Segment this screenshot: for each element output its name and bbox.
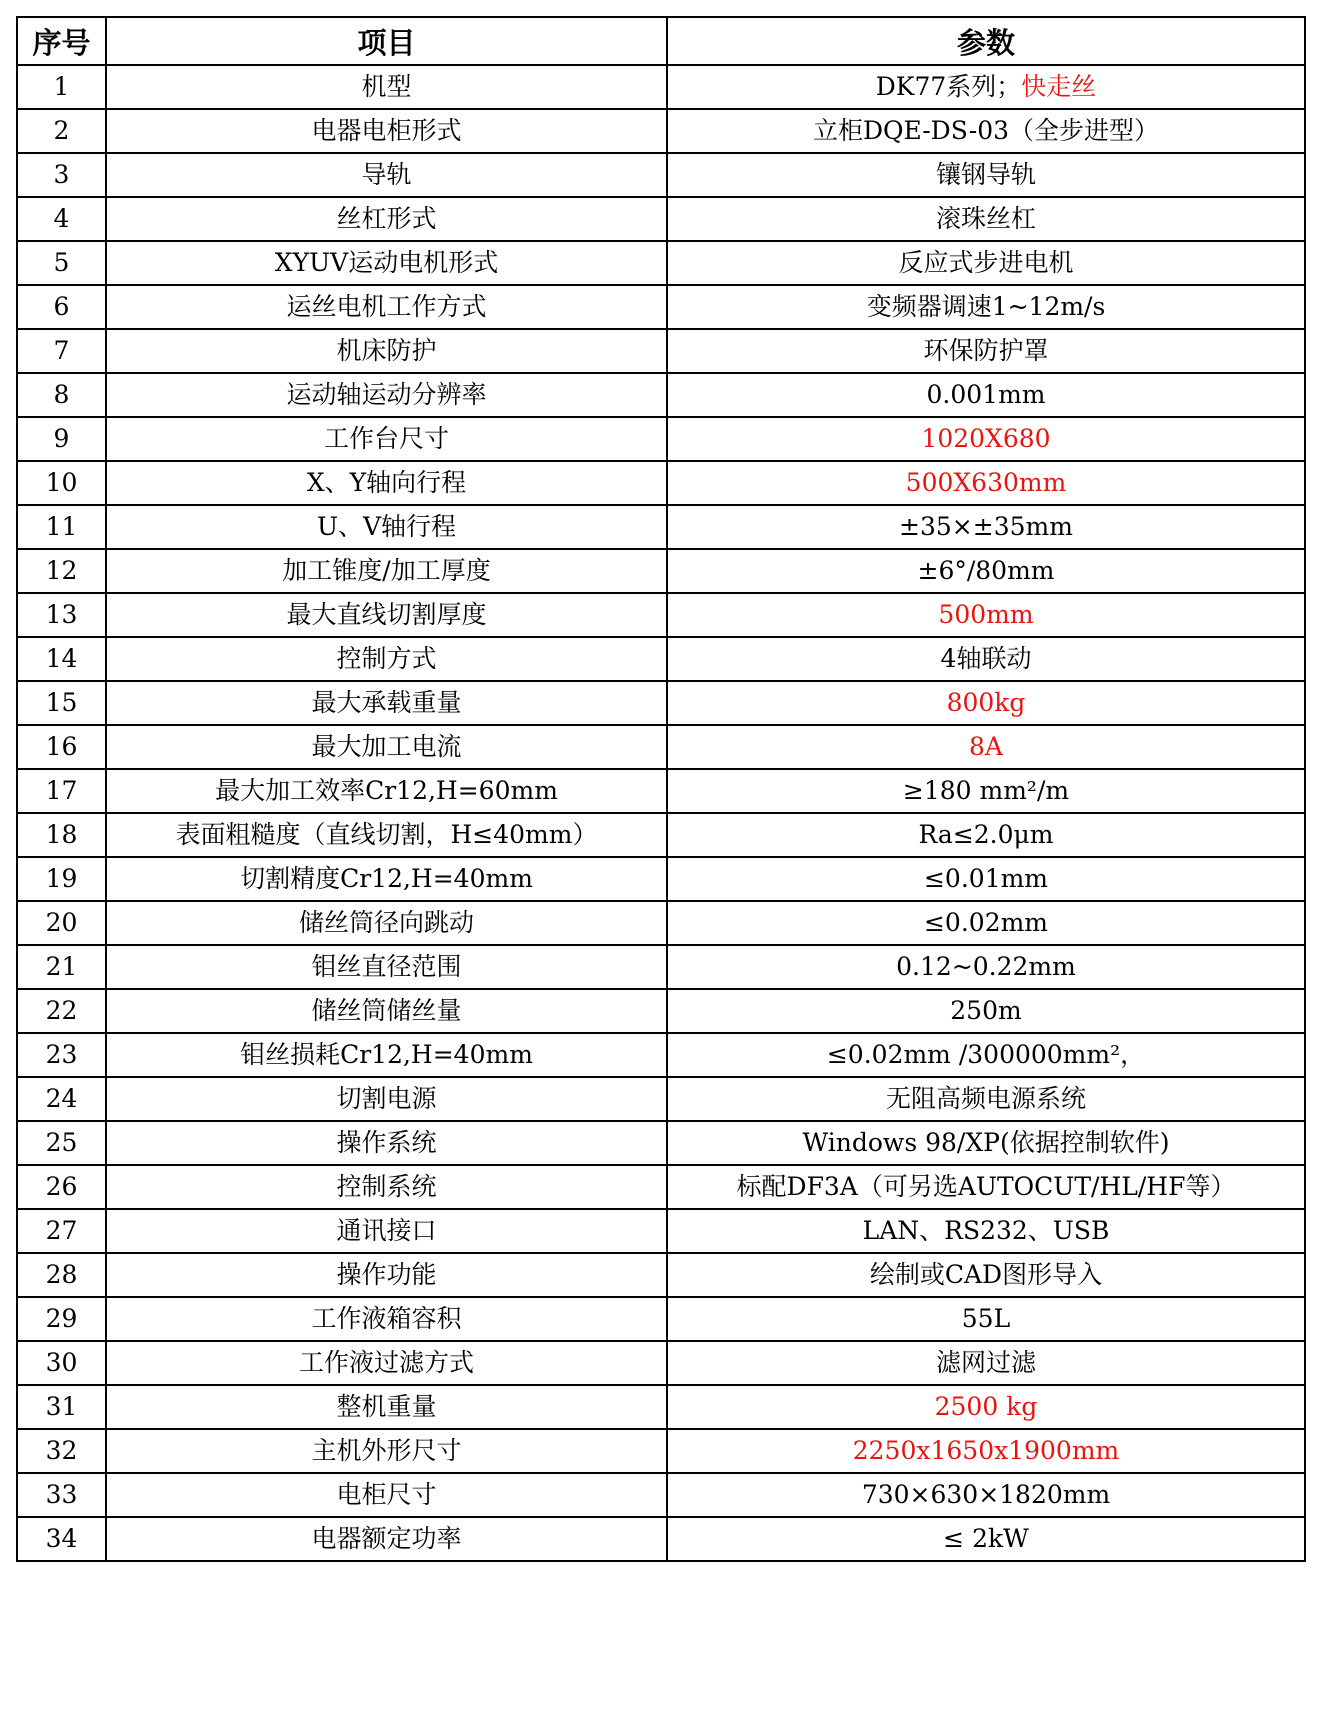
row-param: [667, 813, 1305, 857]
row-item: 钼丝损耗Cr12,H=40mm: [106, 1033, 667, 1077]
row-param: [667, 461, 1305, 505]
table-row: [17, 197, 1305, 241]
table-row: [17, 373, 1305, 417]
param-text: 0.001mm: [926, 380, 1046, 410]
table-row: [17, 1473, 1305, 1517]
row-param: [667, 1517, 1305, 1561]
table-row: [17, 1033, 1305, 1077]
row-param: [667, 1121, 1305, 1165]
row-item: 控制方式: [106, 637, 667, 681]
table-row: [17, 901, 1305, 945]
table-row: [17, 945, 1305, 989]
row-seq: 8: [17, 373, 106, 417]
row-seq: 30: [17, 1341, 106, 1385]
param-highlight: 500mm: [938, 600, 1034, 630]
row-item: 运动轴运动分辨率: [106, 373, 667, 417]
table-row: [17, 153, 1305, 197]
row-item: 电柜尺寸: [106, 1473, 667, 1517]
table-row: [17, 285, 1305, 329]
row-param: [667, 373, 1305, 417]
param-text: 730×630×1820mm: [861, 1480, 1111, 1510]
table-row: [17, 1385, 1305, 1429]
param-text: LAN、RS232、USB: [862, 1216, 1110, 1246]
table-row: [17, 1121, 1305, 1165]
row-param: [667, 109, 1305, 153]
table-row: [17, 65, 1305, 109]
row-item: 运丝电机工作方式: [106, 285, 667, 329]
row-seq: 7: [17, 329, 106, 373]
table-row: [17, 637, 1305, 681]
table-row: [17, 417, 1305, 461]
param-text: 环保防护罩: [923, 336, 1049, 366]
row-param: [667, 1165, 1305, 1209]
table-row: [17, 549, 1305, 593]
param-text: 标配DF3A（可另选AUTOCUT/HL/HF等）: [736, 1172, 1236, 1202]
row-item: 导轨: [106, 153, 667, 197]
row-seq: 20: [17, 901, 106, 945]
row-seq: 32: [17, 1429, 106, 1473]
row-seq: 19: [17, 857, 106, 901]
row-item: 机型: [106, 65, 667, 109]
row-seq: 27: [17, 1209, 106, 1253]
row-item: 最大加工效率Cr12,H=60mm: [106, 769, 667, 813]
param-text: 无阻高频电源系统: [885, 1084, 1086, 1114]
row-param: [667, 637, 1305, 681]
param-text: ≤ 2kW: [943, 1524, 1029, 1554]
table-row: [17, 1297, 1305, 1341]
header-row: [17, 17, 1305, 65]
row-param: [667, 1297, 1305, 1341]
table-row: [17, 681, 1305, 725]
row-item: 最大承载重量: [106, 681, 667, 725]
row-param: [667, 1209, 1305, 1253]
table-row: [17, 1341, 1305, 1385]
param-text: Windows 98/XP(依据控制软件): [802, 1128, 1170, 1158]
row-seq: 2: [17, 109, 106, 153]
param-text: Ra≤2.0μm: [918, 820, 1054, 850]
table-row: [17, 1209, 1305, 1253]
row-param: [667, 989, 1305, 1033]
row-param: [667, 1473, 1305, 1517]
param-highlight: 快走丝: [1021, 72, 1097, 102]
row-item: 工作台尺寸: [106, 417, 667, 461]
row-item: XYUV运动电机形式: [106, 241, 667, 285]
row-item: 储丝筒径向跳动: [106, 901, 667, 945]
row-param: [667, 153, 1305, 197]
table-row: [17, 1165, 1305, 1209]
header-param: 参数: [667, 17, 1305, 65]
row-seq: 11: [17, 505, 106, 549]
param-text: ≤0.02mm: [923, 908, 1049, 938]
row-item: 表面粗糙度（直线切割，H≤40mm）: [106, 813, 667, 857]
row-item: 切割电源: [106, 1077, 667, 1121]
row-seq: 24: [17, 1077, 106, 1121]
param-text: 滤网过滤: [935, 1348, 1036, 1378]
table-row: [17, 813, 1305, 857]
param-text: 绘制或CAD图形导入: [869, 1260, 1103, 1290]
row-seq: 4: [17, 197, 106, 241]
param-text: 立柜DQE-DS-03（全步进型）: [812, 116, 1160, 146]
row-item: 钼丝直径范围: [106, 945, 667, 989]
row-seq: 13: [17, 593, 106, 637]
row-item: 整机重量: [106, 1385, 667, 1429]
row-param: [667, 417, 1305, 461]
row-item: 操作系统: [106, 1121, 667, 1165]
row-item: 电器额定功率: [106, 1517, 667, 1561]
param-text: ≥180 mm²/m: [902, 776, 1070, 806]
row-seq: 29: [17, 1297, 106, 1341]
row-param: [667, 1385, 1305, 1429]
row-item: 切割精度Cr12,H=40mm: [106, 857, 667, 901]
row-seq: 28: [17, 1253, 106, 1297]
param-text: ≤0.02mm /300000mm²，: [826, 1040, 1146, 1070]
param-text: ≤0.01mm: [923, 864, 1049, 894]
table-row: [17, 241, 1305, 285]
table-row: [17, 1077, 1305, 1121]
table-row: [17, 1517, 1305, 1561]
row-param: [667, 549, 1305, 593]
row-param: [667, 725, 1305, 769]
table-row: [17, 769, 1305, 813]
table-row: [17, 593, 1305, 637]
row-param: [667, 197, 1305, 241]
row-seq: 15: [17, 681, 106, 725]
row-item: 最大直线切割厚度: [106, 593, 667, 637]
row-param: [667, 285, 1305, 329]
row-seq: 22: [17, 989, 106, 1033]
param-text: 55L: [961, 1304, 1011, 1334]
row-item: 丝杠形式: [106, 197, 667, 241]
row-seq: 26: [17, 1165, 106, 1209]
row-seq: 21: [17, 945, 106, 989]
row-seq: 34: [17, 1517, 106, 1561]
table-row: [17, 725, 1305, 769]
row-seq: 23: [17, 1033, 106, 1077]
param-text: 滚珠丝杠: [935, 204, 1036, 234]
row-param: [667, 329, 1305, 373]
row-seq: 17: [17, 769, 106, 813]
header-item: 项目: [106, 17, 667, 65]
param-highlight: 1020X680: [921, 424, 1051, 454]
row-seq: 9: [17, 417, 106, 461]
param-text: 4轴联动: [940, 644, 1032, 674]
param-text: 250m: [950, 996, 1022, 1026]
param-highlight: 2500 kg: [934, 1392, 1038, 1422]
row-param: [667, 945, 1305, 989]
param-text: 反应式步进电机: [898, 248, 1074, 278]
row-item: 主机外形尺寸: [106, 1429, 667, 1473]
table-row: [17, 989, 1305, 1033]
row-param: [667, 593, 1305, 637]
row-param: [667, 1077, 1305, 1121]
row-item: 最大加工电流: [106, 725, 667, 769]
row-seq: 31: [17, 1385, 106, 1429]
param-text: 0.12~0.22mm: [896, 952, 1076, 982]
row-param: [667, 1429, 1305, 1473]
row-seq: 33: [17, 1473, 106, 1517]
param-highlight: 800kg: [946, 688, 1026, 718]
row-item: 工作液箱容积: [106, 1297, 667, 1341]
table-row: [17, 1253, 1305, 1297]
param-text: ±35×±35mm: [899, 512, 1073, 542]
row-param: [667, 241, 1305, 285]
row-item: 机床防护: [106, 329, 667, 373]
row-item: X、Y轴向行程: [106, 461, 667, 505]
param-text: 变频器调速1~12m/s: [866, 292, 1106, 322]
table-row: [17, 329, 1305, 373]
row-seq: 5: [17, 241, 106, 285]
spec-table: [16, 16, 1306, 1562]
row-item: U、V轴行程: [106, 505, 667, 549]
row-item: 储丝筒储丝量: [106, 989, 667, 1033]
row-param: [667, 505, 1305, 549]
row-item: 电器电柜形式: [106, 109, 667, 153]
table-row: [17, 461, 1305, 505]
row-item: 加工锥度/加工厚度: [106, 549, 667, 593]
param-text: ±6°/80mm: [917, 556, 1055, 586]
row-seq: 25: [17, 1121, 106, 1165]
header-seq: 序号: [17, 17, 106, 65]
row-item: 操作功能: [106, 1253, 667, 1297]
param-highlight: 2250x1650x1900mm: [852, 1436, 1120, 1466]
param-text: 镶钢导轨: [935, 160, 1036, 190]
table-row: [17, 857, 1305, 901]
row-param: [667, 901, 1305, 945]
row-param: [667, 857, 1305, 901]
param-text: DK77系列；: [875, 72, 1022, 102]
row-item: 控制系统: [106, 1165, 667, 1209]
spec-body: [17, 65, 1305, 1561]
row-param: [667, 1033, 1305, 1077]
param-highlight: 8A: [969, 732, 1003, 762]
table-row: [17, 1429, 1305, 1473]
row-seq: 6: [17, 285, 106, 329]
row-seq: 14: [17, 637, 106, 681]
row-param: [667, 681, 1305, 725]
row-seq: 12: [17, 549, 106, 593]
row-seq: 3: [17, 153, 106, 197]
row-seq: 1: [17, 65, 106, 109]
table-row: [17, 505, 1305, 549]
row-seq: 10: [17, 461, 106, 505]
row-item: 通讯接口: [106, 1209, 667, 1253]
row-seq: 18: [17, 813, 106, 857]
row-param: [667, 769, 1305, 813]
row-param: [667, 1341, 1305, 1385]
table-row: [17, 109, 1305, 153]
row-param: [667, 65, 1305, 109]
row-seq: 16: [17, 725, 106, 769]
param-highlight: 500X630mm: [905, 468, 1067, 498]
row-param: [667, 1253, 1305, 1297]
row-item: 工作液过滤方式: [106, 1341, 667, 1385]
